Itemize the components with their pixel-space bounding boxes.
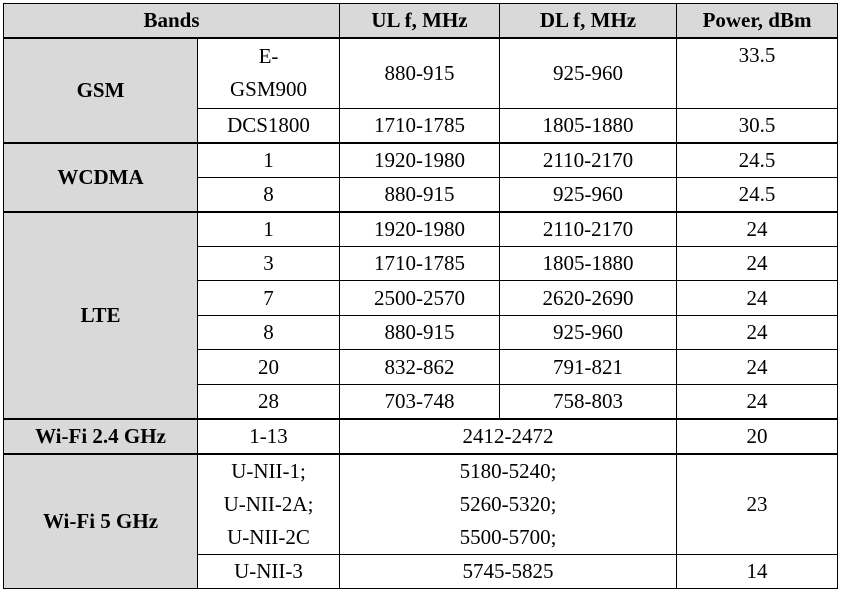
- ul-cell: 2500-2570: [340, 281, 500, 316]
- header-bands: Bands: [4, 4, 340, 39]
- band-line: GSM900: [229, 77, 308, 102]
- header-row: [4, 4, 838, 39]
- band-cell: [198, 38, 340, 108]
- band-cell: 8: [198, 316, 340, 350]
- power-cell: 30.5: [677, 108, 838, 143]
- dl-cell: 2110-2170: [500, 212, 677, 247]
- power-cell: 23: [677, 454, 838, 555]
- power-cell: 33.5: [677, 38, 838, 108]
- freq-line: 5500-5700;: [459, 525, 557, 549]
- band-line: E-: [258, 44, 279, 69]
- band-cell: 20: [198, 350, 340, 385]
- band-cell: 8: [198, 177, 340, 212]
- group-wcdma: WCDMA: [4, 143, 198, 212]
- ul-cell: 1710-1785: [340, 108, 500, 143]
- power-cell: 24.5: [677, 177, 838, 212]
- dl-cell: 2110-2170: [500, 143, 677, 178]
- ul-cell: 1710-1785: [340, 247, 500, 281]
- table-row: [4, 454, 838, 555]
- dl-cell: 925-960: [500, 38, 677, 108]
- band-cell: 1: [198, 143, 340, 178]
- band-cell: 7: [198, 281, 340, 316]
- band-cell: DCS1800: [198, 108, 340, 143]
- band-cell: 1: [198, 212, 340, 247]
- power-cell: 24: [677, 316, 838, 350]
- ul-cell: 832-862: [340, 350, 500, 385]
- dl-cell: 925-960: [500, 177, 677, 212]
- freq-line: 5260-5320;: [459, 492, 557, 516]
- group-wifi-5: Wi-Fi 5 GHz: [4, 454, 198, 589]
- table-row: [4, 143, 838, 178]
- dl-cell: 2620-2690: [500, 281, 677, 316]
- power-cell: 20: [677, 419, 838, 454]
- ul-cell: 1920-1980: [340, 212, 500, 247]
- power-cell: 24: [677, 247, 838, 281]
- dl-cell: 925-960: [500, 316, 677, 350]
- ul-cell: 880-915: [340, 38, 500, 108]
- power-cell: 24.5: [677, 143, 838, 178]
- ul-cell: 703-748: [340, 385, 500, 420]
- band-line: U-NII-2A;: [223, 492, 314, 516]
- header-power: Power, dBm: [677, 4, 838, 39]
- band-line: U-NII-2C: [227, 525, 310, 549]
- band-cell: 28: [198, 385, 340, 420]
- power-cell: 24: [677, 212, 838, 247]
- band-cell: 3: [198, 247, 340, 281]
- freq-cell: [340, 454, 677, 555]
- group-gsm: GSM: [4, 38, 198, 143]
- header-ul: UL f, MHz: [340, 4, 500, 39]
- band-cell: 1-13: [198, 419, 340, 454]
- table-row: [4, 38, 838, 108]
- freq-cell: 5745-5825: [340, 555, 677, 589]
- dl-cell: 791-821: [500, 350, 677, 385]
- ul-cell: 880-915: [340, 177, 500, 212]
- ul-cell: 880-915: [340, 316, 500, 350]
- bands-table: [3, 3, 838, 589]
- band-cell: U-NII-3: [198, 555, 340, 589]
- power-cell: 14: [677, 555, 838, 589]
- ul-cell: 1920-1980: [340, 143, 500, 178]
- table-row: [4, 212, 838, 247]
- power-cell: 24: [677, 281, 838, 316]
- group-lte: LTE: [4, 212, 198, 420]
- header-dl: DL f, MHz: [500, 4, 677, 39]
- group-wifi-24: Wi-Fi 2.4 GHz: [4, 419, 198, 454]
- freq-cell: 2412-2472: [340, 419, 677, 454]
- dl-cell: 758-803: [500, 385, 677, 420]
- power-cell: 24: [677, 385, 838, 420]
- dl-cell: 1805-1880: [500, 108, 677, 143]
- dl-cell: 1805-1880: [500, 247, 677, 281]
- power-cell: 24: [677, 350, 838, 385]
- band-line: U-NII-1;: [231, 459, 306, 483]
- band-cell: [198, 454, 340, 555]
- table-row: [4, 419, 838, 454]
- freq-line: 5180-5240;: [459, 459, 557, 483]
